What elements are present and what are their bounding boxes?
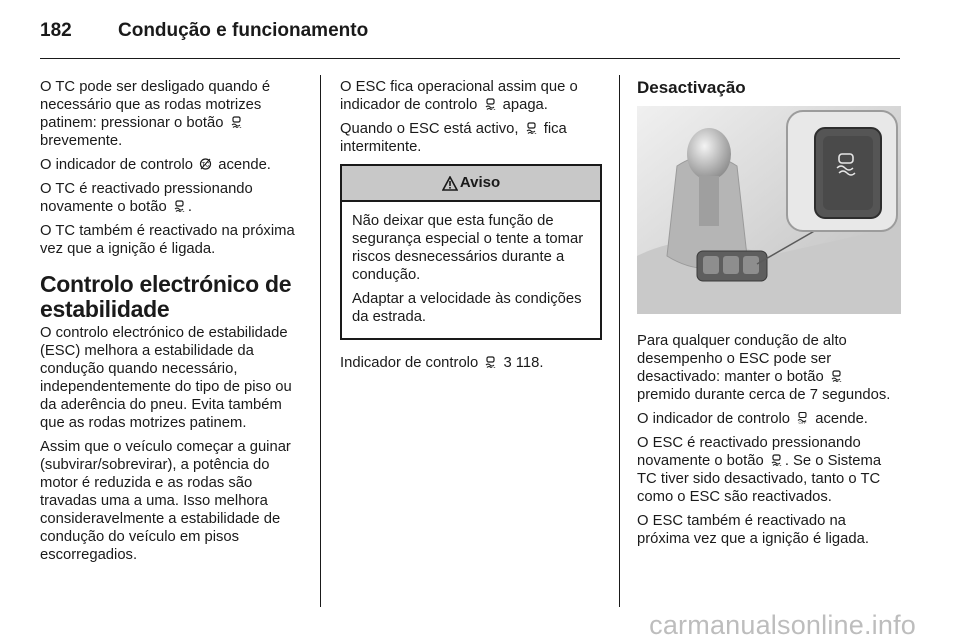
paragraph: O TC pode ser desligado quando é necessário que as rodas motrizes patinem: pressionar o botão brevemente. (40, 79, 271, 149)
section-heading: Controlo electrónico de estabilidade (40, 271, 292, 322)
paragraph: O indicador de controlo TC acende. (40, 157, 271, 173)
esc-car-skid-icon (230, 116, 243, 128)
page-header (40, 20, 368, 50)
subsection-heading: Desactivação (637, 78, 746, 97)
warning-title: Aviso (459, 174, 501, 191)
paragraph: Para qualquer condução de alto desempenho o ESC pode ser desactivado: manter o botão premido durante cerca de 7 segundos. (637, 333, 891, 403)
esc-car-skid-icon (525, 122, 538, 134)
watermark: carmanualsonline.info (649, 610, 916, 640)
page-number: 182 (40, 20, 72, 41)
svg-text:TC: TC (201, 162, 210, 169)
esc-car-skid-icon (830, 370, 843, 382)
paragraph: Quando o ESC está activo, fica intermitente. (340, 121, 567, 155)
paragraph: O controlo electrónico de estabilidade (ESC) melhora a estabilidade da condução quando necessário, independentemente do tipo de piso ou da aderência do pneu. Evita também que as rodas motrizes patinem. (40, 325, 292, 431)
column-divider-1 (320, 75, 321, 607)
page-reference[interactable]: 3 118. (503, 355, 544, 371)
warning-header (342, 166, 600, 202)
esc-car-skid-icon (484, 98, 497, 110)
esc-car-skid-icon (770, 454, 783, 466)
column-3 (637, 78, 901, 554)
esc-off-icon (796, 412, 809, 424)
column-2 (340, 78, 602, 378)
paragraph: O ESC é reactivado pressionando novamente o botão . Se o Sistema TC tiver sido desactivado, tanto o TC como o ESC são reactivados. (637, 435, 882, 505)
column-divider-2 (619, 75, 620, 607)
paragraph: O TC também é reactivado na próxima vez que a ignição é ligada. (40, 223, 295, 257)
esc-car-skid-icon (484, 356, 497, 368)
warning-box (340, 164, 602, 340)
warning-triangle-icon (442, 176, 458, 191)
console-button-photo (637, 106, 901, 314)
column-1 (40, 78, 308, 570)
paragraph: O TC é reactivado pressionando novamente o botão . (40, 181, 253, 215)
paragraph: O ESC também é reactivado na próxima vez que a ignição é ligada. (637, 513, 869, 547)
section-title: Condução e funcionamento (118, 20, 369, 41)
paragraph: O ESC fica operacional assim que o indicador de controlo apaga. (340, 79, 578, 113)
header-rule (40, 58, 900, 59)
warning-body (342, 202, 600, 338)
paragraph: Indicador de controlo 3 118. (340, 355, 544, 371)
paragraph: O indicador de controlo OFF acende. (637, 411, 868, 427)
esc-car-skid-icon (173, 200, 186, 212)
warning-paragraph: Não deixar que esta função de segurança especial o tente a tomar riscos desnecessários durante a condução. (352, 213, 584, 283)
warning-paragraph: Adaptar a velocidade às condições da estrada. (352, 291, 582, 325)
paragraph: Assim que o veículo começar a guinar (subvirar/sobrevirar), a potência do motor é reduzida e as rodas são travadas uma a uma. Isso melhora consideravelmente a estabilidade de condução do veículo em pisos escorregadios. (40, 439, 291, 563)
tc-off-icon (199, 158, 212, 170)
svg-text:OFF: OFF (798, 420, 807, 424)
